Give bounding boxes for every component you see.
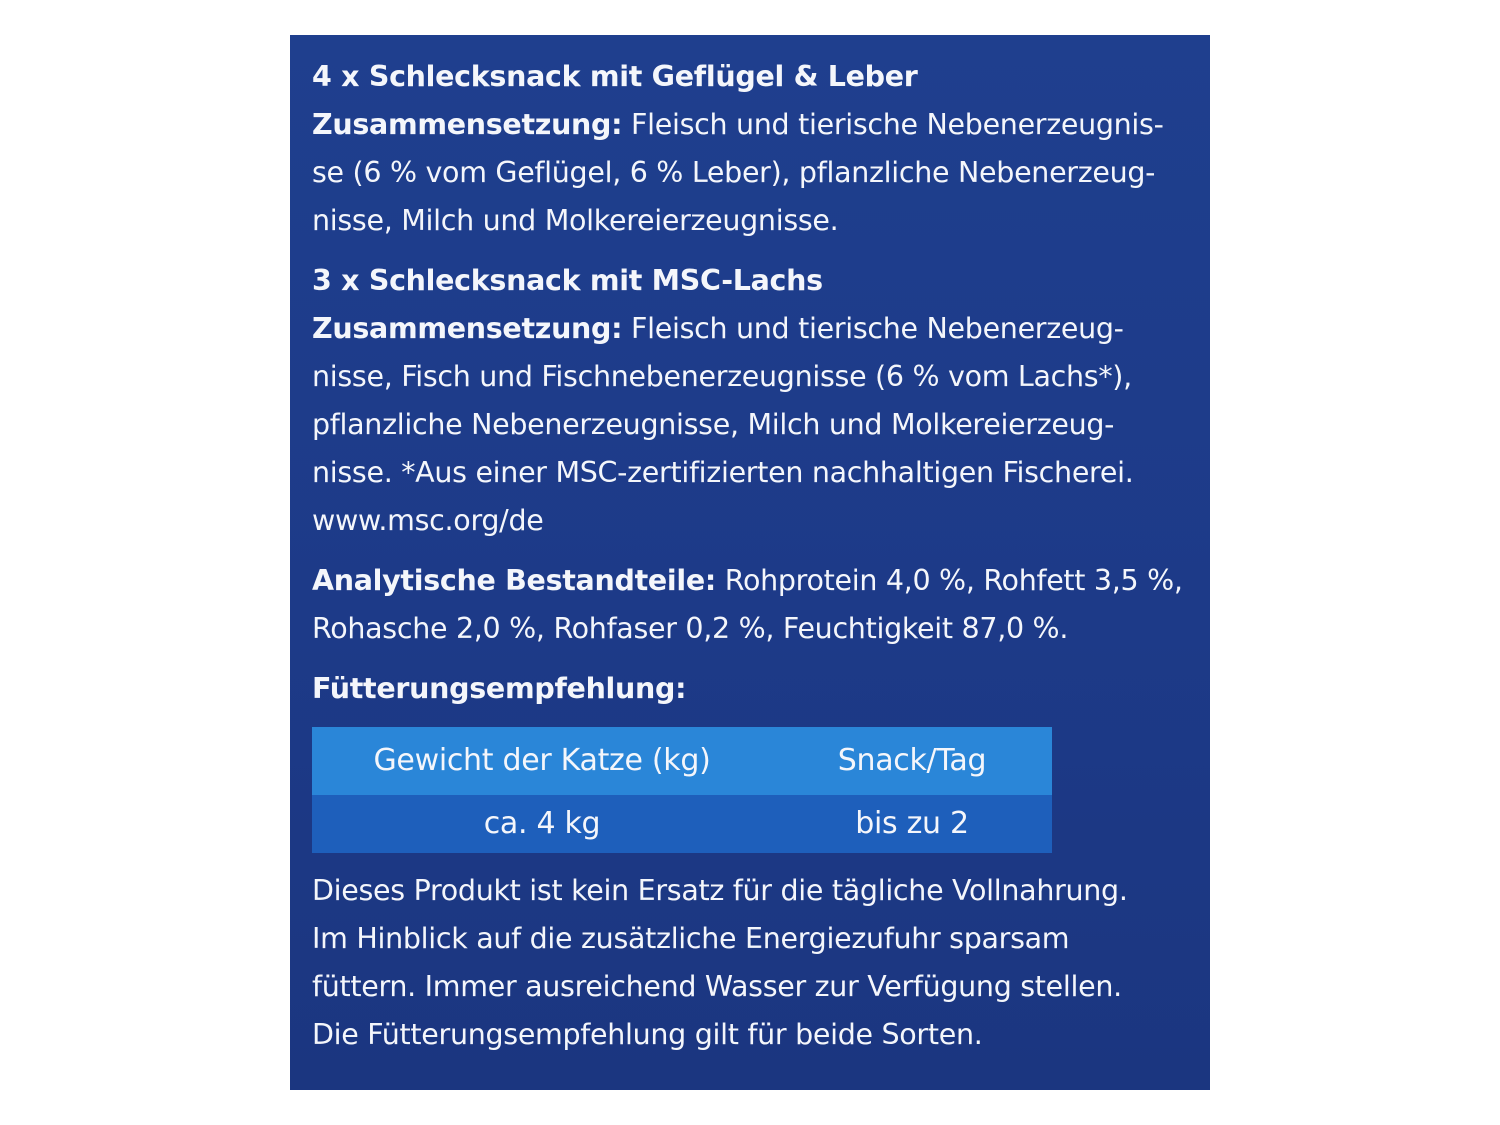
- composition-line: nisse, Milch und Molkereierzeugnisse.: [312, 204, 839, 237]
- analytical-text: Rohprotein 4,0 %, Rohfett 3,5 %,: [716, 564, 1183, 597]
- section-heading-chicken-liver: 4 x Schlecksnack mit Geflügel & Leber: [312, 60, 918, 93]
- notice-line: Die Fütterungsempfehlung gilt für beide Sorten.: [312, 1018, 983, 1051]
- composition-line: [312, 101, 1190, 149]
- composition-line: nisse. *Aus einer MSC-zertifizierten nachhaltigen Fischerei.: [312, 456, 1134, 489]
- cell-snacks-per-day: bis zu 2: [855, 806, 969, 841]
- analytical-line: Rohasche 2,0 %, Rohfaser 0,2 %, Feuchtigkeit 87,0 %.: [312, 612, 1069, 645]
- notice-line: Dieses Produkt ist kein Ersatz für die tägliche Vollnahrung.: [312, 874, 1128, 907]
- msc-url: www.msc.org/de: [312, 504, 544, 537]
- analytical-line: [312, 557, 1190, 605]
- analytical-constituents: [312, 557, 1190, 653]
- feeding-table-header: [312, 727, 1052, 795]
- product-label-panel: [290, 35, 1210, 1090]
- composition-label: Zusammensetzung:: [312, 108, 623, 141]
- analytical-label: Analytische Bestandteile:: [312, 564, 716, 597]
- composition-label: Zusammensetzung:: [312, 312, 623, 345]
- section-heading-salmon: 3 x Schlecksnack mit MSC-Lachs: [312, 264, 823, 297]
- composition-line: [312, 305, 1190, 353]
- composition-line: nisse, Fisch und Fischnebenerzeugnisse (6 % vom Lachs*),: [312, 360, 1132, 393]
- composition-text: Fleisch und tierische Nebenerzeugnis-: [622, 108, 1164, 141]
- cell-cat-weight: ca. 4 kg: [483, 806, 601, 841]
- feeding-recommendation: [312, 665, 1190, 853]
- notice-line: Im Hinblick auf die zusätzliche Energiezufuhr sparsam: [312, 922, 1070, 955]
- table-row: [312, 795, 1052, 853]
- composition-chicken-liver: [312, 53, 1190, 245]
- composition-text: Fleisch und tierische Nebenerzeug-: [622, 312, 1124, 345]
- header-snacks-per-day: Snack/Tag: [837, 743, 987, 778]
- composition-line: pflanzliche Nebenerzeugnisse, Milch und Molkereierzeug-: [312, 408, 1115, 441]
- composition-salmon: [312, 257, 1190, 545]
- composition-line: se (6 % vom Geflügel, 6 % Leber), pflanzliche Nebenerzeug-: [312, 156, 1156, 189]
- feeding-table: [312, 727, 1052, 853]
- feeding-notice: [312, 867, 1190, 1059]
- notice-line: füttern. Immer ausreichend Wasser zur Verfügung stellen.: [312, 970, 1122, 1003]
- header-cat-weight: Gewicht der Katze (kg): [373, 743, 711, 778]
- feeding-heading: Fütterungsempfehlung:: [312, 672, 687, 705]
